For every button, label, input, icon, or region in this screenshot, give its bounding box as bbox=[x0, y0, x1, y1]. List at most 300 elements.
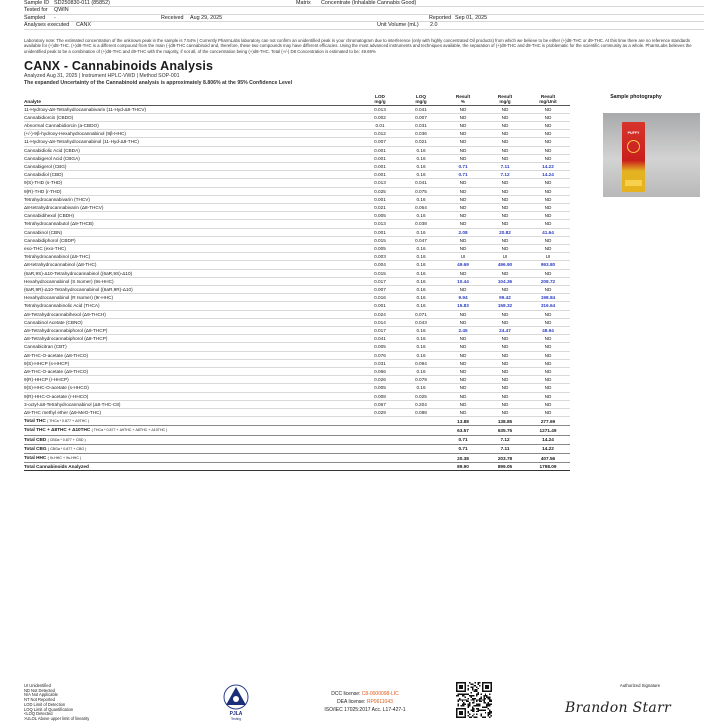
reported-label: Reported bbox=[429, 14, 452, 21]
cell-value: ND bbox=[442, 310, 484, 318]
cell-value: ND bbox=[484, 335, 526, 343]
legend-item: <LOQ Detected bbox=[24, 711, 53, 717]
cell-value: 0.005 bbox=[360, 384, 400, 392]
cell-value: 0.012 bbox=[360, 130, 400, 138]
table-row bbox=[24, 244, 570, 252]
table-row bbox=[24, 236, 570, 244]
cell-value: 198.84 bbox=[526, 294, 570, 302]
table-row bbox=[24, 228, 570, 236]
cell-value: ND bbox=[526, 392, 570, 400]
cell-value: 0.029 bbox=[360, 409, 400, 417]
cell-value: ND bbox=[484, 376, 526, 384]
table-row bbox=[24, 113, 570, 121]
analyte-name: 9(R)-HHC-O-acetate (r-HHCO) bbox=[24, 392, 360, 400]
table-header-row bbox=[24, 90, 570, 105]
cell-value: ND bbox=[526, 318, 570, 326]
analyte-name: Cannabidihexol (CBDH) bbox=[24, 212, 360, 220]
cell-value: ND bbox=[526, 187, 570, 195]
table-row bbox=[24, 285, 570, 293]
cell-value: ND bbox=[442, 409, 484, 417]
table-row bbox=[24, 343, 570, 351]
cell-value: ND bbox=[526, 376, 570, 384]
cell-value: 0.017 bbox=[360, 326, 400, 334]
cell-value: ND bbox=[442, 269, 484, 277]
cell-value: 0.076 bbox=[360, 351, 400, 359]
uncertainty-line: The expanded Uncertainty of the Cannabinoid analysis is approximately 8.806% at the 95% Confidence Level bbox=[24, 79, 293, 86]
cell-value: 0.16 bbox=[400, 244, 442, 252]
cell-value: 158.32 bbox=[484, 302, 526, 310]
total-row bbox=[24, 463, 570, 471]
analyte-name: Δ8-tetrahydrocannabinol (Δ8-THC) bbox=[24, 261, 360, 269]
laboratory-note: Laboratory note: The estimated concentration of the unknown peak in the sample is 7.54% | Currently PharmLabs laboratory can not confirm an unidentified peak in your chromatogram due to interference (only with highly concentrated Oil products) from which we believe to be either (+)d8-THC or d9-THC. At this time there are no reference standards available for (+)d8-THC. (+)d8-THC is a different compound from the main (-)d8-THC cannabinoid and, therefore, these two compounds may have different efficacies. Using the most advanced instruments and techniques available, the separation of (+)d8-THC and d9-THC is problematic for the scientific community as a whole. PharmLabs believes the unidentified peak to be a combination of (+)d8-THC and d9-THC with the majority, if not all, of the concentration being (+)d8-THC. Total (+/-) D8 Concentration is estimated to be: 49.69% bbox=[24, 38, 692, 54]
cell-value: 0.001 bbox=[360, 195, 400, 203]
pjla-sub: Testing bbox=[230, 717, 242, 721]
licenses bbox=[290, 690, 440, 714]
analyte-name: Tetrahydrocannabivarin (THCV) bbox=[24, 195, 360, 203]
cell-value: ND bbox=[484, 105, 526, 113]
cell-value: ND bbox=[442, 244, 484, 252]
header-row-4 bbox=[24, 22, 704, 29]
table-row bbox=[24, 146, 570, 154]
cell-value: 14.24 bbox=[526, 171, 570, 179]
analyte-name: 11-Hydroxy-Δ8-Tetrahydrocannabivarin (11-Hyd-Δ8-THCV) bbox=[24, 105, 360, 113]
table-row bbox=[24, 220, 570, 228]
cell-value: 0.16 bbox=[400, 154, 442, 162]
cell-value: 0.041 bbox=[360, 335, 400, 343]
cell-value: ND bbox=[526, 121, 570, 129]
analyte-name: Δ8-Tetrahydrocannabiphorol (Δ8-THCP) bbox=[24, 335, 360, 343]
cell-value: ND bbox=[442, 335, 484, 343]
cell-value: 0.16 bbox=[400, 343, 442, 351]
signature-heading: Authorized Signature bbox=[619, 683, 661, 688]
cell-value: ND bbox=[442, 376, 484, 384]
cell-value: ND bbox=[526, 269, 570, 277]
cell-value: 0.002 bbox=[360, 113, 400, 121]
table-row bbox=[24, 335, 570, 343]
cell-value: 0.008 bbox=[360, 392, 400, 400]
cell-value: ND bbox=[442, 212, 484, 220]
cell-value: 10.44 bbox=[442, 277, 484, 285]
cell-value: 0.16 bbox=[400, 302, 442, 310]
analyses: CANX bbox=[76, 22, 91, 29]
analyte-name: Tetrahydrocannabutol (Δ9-THCB) bbox=[24, 220, 360, 228]
unit-volume: 2.0 bbox=[430, 22, 438, 29]
table-row bbox=[24, 318, 570, 326]
cell-value: 0.16 bbox=[400, 195, 442, 203]
cell-value: ND bbox=[484, 392, 526, 400]
cell-value: 0.16 bbox=[400, 351, 442, 359]
cell-value: ND bbox=[526, 244, 570, 252]
cell-value: ND bbox=[484, 203, 526, 211]
cell-value: 0.007 bbox=[360, 285, 400, 293]
table-row bbox=[24, 154, 570, 162]
cell-value: ND bbox=[442, 236, 484, 244]
cell-value: 208.72 bbox=[526, 277, 570, 285]
cell-value: 104.36 bbox=[484, 277, 526, 285]
analyses-label: Analyses executed bbox=[24, 22, 70, 29]
cell-value: ND bbox=[484, 236, 526, 244]
analyte-name: Cannabigerol Acid (CBGA) bbox=[24, 154, 360, 162]
cell-value: ND bbox=[484, 384, 526, 392]
table-row bbox=[24, 121, 570, 129]
cell-value: 14.22 bbox=[526, 162, 570, 170]
cell-value: 0.021 bbox=[400, 138, 442, 146]
cell-value: 0.001 bbox=[360, 302, 400, 310]
cell-value: 0.024 bbox=[360, 310, 400, 318]
cell-value: ND bbox=[526, 179, 570, 187]
cell-value: 0.064 bbox=[400, 203, 442, 211]
authorized-signature: Brandon Starr bbox=[565, 700, 672, 716]
analyte-name: Hexahydrocannabinol (R Isomer) (9r-HHC) bbox=[24, 294, 360, 302]
cell-value: 993.80 bbox=[526, 261, 570, 269]
analyte-name: (6aR,9R)-Δ10-Tetrahydrocannabinol ((6aR,9R)-Δ10) bbox=[24, 285, 360, 293]
cell-value: 0.005 bbox=[360, 343, 400, 351]
total-value: 277.69 bbox=[526, 417, 570, 426]
cell-value: ND bbox=[526, 203, 570, 211]
abbreviation-legend bbox=[24, 684, 89, 722]
cell-value: ND bbox=[442, 343, 484, 351]
cell-value: ND bbox=[442, 351, 484, 359]
cell-value: 0.041 bbox=[400, 105, 442, 113]
analyte-name: Cannabinol (CBN) bbox=[24, 228, 360, 236]
cell-value: ND bbox=[442, 384, 484, 392]
cell-value: ND bbox=[484, 121, 526, 129]
cell-value: ND bbox=[526, 384, 570, 392]
legend-item: N/A Not Applicable bbox=[24, 692, 58, 698]
table-row bbox=[24, 130, 570, 138]
table-row bbox=[24, 187, 570, 195]
cell-value: ND bbox=[442, 368, 484, 376]
cell-value: ND bbox=[484, 130, 526, 138]
total-value bbox=[360, 444, 400, 453]
cell-value: 0.71 bbox=[442, 162, 484, 170]
cell-value: 0.014 bbox=[360, 318, 400, 326]
cell-value: 496.90 bbox=[484, 261, 526, 269]
cell-value: 0.013 bbox=[360, 220, 400, 228]
analyte-name: 9(S)-HHCP (s-HHCP) bbox=[24, 359, 360, 367]
cell-value: ND bbox=[526, 285, 570, 293]
analyte-name: Δ9-THC methyl ether (Δ9-MeO-THC) bbox=[24, 409, 360, 417]
table-row bbox=[24, 359, 570, 367]
analyte-name: exo-THC (exo-THC) bbox=[24, 244, 360, 252]
table-row bbox=[24, 326, 570, 334]
cell-value: 0.038 bbox=[400, 220, 442, 228]
cell-value: ND bbox=[526, 105, 570, 113]
cell-value: ND bbox=[484, 154, 526, 162]
cell-value: ND bbox=[484, 195, 526, 203]
legend-item: >ULOL Above upper limit of linearity bbox=[24, 715, 90, 721]
cell-value: 0.16 bbox=[400, 162, 442, 170]
analyte-name: Δ9-Tetrahydrocannabihexol (Δ9-THCH) bbox=[24, 310, 360, 318]
total-row bbox=[24, 454, 570, 463]
cell-value: 0.031 bbox=[360, 359, 400, 367]
cell-value: 0.001 bbox=[360, 162, 400, 170]
total-value bbox=[360, 463, 400, 471]
cell-value: ND bbox=[484, 310, 526, 318]
cell-value: 0.017 bbox=[360, 277, 400, 285]
table-row bbox=[24, 105, 570, 113]
cell-value: ND bbox=[442, 285, 484, 293]
cell-value: ND bbox=[526, 138, 570, 146]
total-value: 7.12 bbox=[484, 435, 526, 444]
total-row bbox=[24, 444, 570, 453]
cell-value: 0.015 bbox=[360, 236, 400, 244]
total-value: 7.11 bbox=[484, 444, 526, 453]
analyte-name: Cannabicitran (CBT) bbox=[24, 343, 360, 351]
cell-value: UI bbox=[526, 253, 570, 261]
sample-header bbox=[24, 0, 704, 30]
cell-value: 0.043 bbox=[400, 318, 442, 326]
table-row bbox=[24, 212, 570, 220]
header-row-2 bbox=[24, 7, 704, 14]
cell-value: ND bbox=[526, 130, 570, 138]
cell-value: 0.16 bbox=[400, 285, 442, 293]
cell-value: ND bbox=[526, 146, 570, 154]
analyte-name: Tetrahydrocannabinolic Acid (THCA) bbox=[24, 302, 360, 310]
cell-value: ND bbox=[442, 179, 484, 187]
analyzed-line: Analyzed Aug 31, 2025 | Instrument HPLC-VWD | Method SOP-001 bbox=[24, 73, 180, 79]
analyte-name: Cannabidiphorol (CBDP) bbox=[24, 236, 360, 244]
cell-value: ND bbox=[526, 310, 570, 318]
cell-value: 0.16 bbox=[400, 146, 442, 154]
cell-value: ND bbox=[442, 113, 484, 121]
cell-value: 2.08 bbox=[442, 228, 484, 236]
cell-value: ND bbox=[442, 400, 484, 408]
cell-value: ND bbox=[484, 351, 526, 359]
page-title: CANX - Cannabinoids Analysis bbox=[24, 59, 214, 73]
cell-value: 0.013 bbox=[360, 179, 400, 187]
cell-value: ND bbox=[442, 105, 484, 113]
cell-value: ND bbox=[526, 220, 570, 228]
cell-value: 0.16 bbox=[400, 294, 442, 302]
cell-value: UI bbox=[442, 253, 484, 261]
cell-value: ND bbox=[526, 400, 570, 408]
cell-value: ND bbox=[484, 285, 526, 293]
cell-value: 0.005 bbox=[360, 212, 400, 220]
total-label: Total HHC ( 9r-HHC + 9s-HHC ) bbox=[24, 454, 360, 463]
table-row bbox=[24, 392, 570, 400]
product-box bbox=[622, 122, 645, 192]
tested-for: QWIN bbox=[54, 7, 69, 14]
table-row bbox=[24, 253, 570, 261]
cannabinoid-results-table bbox=[24, 90, 570, 471]
cell-value: 0.01 bbox=[360, 121, 400, 129]
total-label: Total THC + Δ8THC + Δ10THC ( THCa * 0.877 + Δ9THC + Δ8THC + Δ10THC ) bbox=[24, 426, 360, 435]
analyte-name: Cannabidiolic Acid (CBDA) bbox=[24, 146, 360, 154]
cell-value: 49.69 bbox=[442, 261, 484, 269]
total-label: Total CBD ( CBDa * 0.877 + CBD ) bbox=[24, 435, 360, 444]
cell-value: ND bbox=[484, 244, 526, 252]
analyte-name: (6aR,9S)-Δ10-Tetrahydrocannabinol ((6aR,9S)-Δ10) bbox=[24, 269, 360, 277]
cell-value: 0.025 bbox=[360, 187, 400, 195]
header-row-1 bbox=[24, 0, 704, 7]
cell-value: ND bbox=[484, 368, 526, 376]
cell-value: 0.16 bbox=[400, 335, 442, 343]
analyte-name: Δ9-THC-O-acetate (Δ9-THCO) bbox=[24, 368, 360, 376]
cell-value: 0.003 bbox=[360, 253, 400, 261]
table-row bbox=[24, 400, 570, 408]
analyte-name: (+/-)-9β-hydroxy-Hexahydrocannabinol (9β-HHC) bbox=[24, 130, 360, 138]
table-row bbox=[24, 368, 570, 376]
cell-value: 41.64 bbox=[526, 228, 570, 236]
total-label: Total CBG ( CBGa * 0.877 + CBG ) bbox=[24, 444, 360, 453]
cell-value: 48.94 bbox=[526, 326, 570, 334]
col-lod: LOD mg/g bbox=[360, 90, 400, 105]
cell-value: 0.16 bbox=[400, 212, 442, 220]
cell-value: 0.013 bbox=[360, 105, 400, 113]
analyte-name: Δ8-THC-O-acetate (Δ8-THCO) bbox=[24, 351, 360, 359]
cell-value: 0.021 bbox=[360, 203, 400, 211]
analyte-name: 9(S)-HHC-O-acetate (s-HHCO) bbox=[24, 384, 360, 392]
cell-value: 0.031 bbox=[400, 121, 442, 129]
cell-value: 2.45 bbox=[442, 326, 484, 334]
legend-item: LOQ Limit of Quantification bbox=[24, 706, 74, 712]
cell-value: 0.001 bbox=[360, 171, 400, 179]
cell-value: 0.16 bbox=[400, 171, 442, 179]
total-row bbox=[24, 435, 570, 444]
cell-value: ND bbox=[484, 179, 526, 187]
analyte-name: 9(R)-THD (r-THD) bbox=[24, 187, 360, 195]
table-row bbox=[24, 277, 570, 285]
cell-value: 0.16 bbox=[400, 384, 442, 392]
cell-value: ND bbox=[526, 343, 570, 351]
table-row bbox=[24, 310, 570, 318]
col-loq: LOQ mg/g bbox=[400, 90, 442, 105]
cell-value: ND bbox=[484, 212, 526, 220]
cell-value: 20.82 bbox=[484, 228, 526, 236]
cell-value: ND bbox=[442, 318, 484, 326]
sample-photo-heading: Sample photography bbox=[610, 94, 662, 100]
cell-value: 15.83 bbox=[442, 302, 484, 310]
cell-value: 0.16 bbox=[400, 228, 442, 236]
product-label: PUFFY bbox=[627, 131, 640, 135]
cell-value: 0.088 bbox=[400, 409, 442, 417]
cell-value: ND bbox=[442, 121, 484, 129]
total-value bbox=[400, 417, 442, 426]
cell-value: ND bbox=[526, 195, 570, 203]
cell-value: ND bbox=[526, 113, 570, 121]
cell-value: 99.42 bbox=[484, 294, 526, 302]
cell-value: ND bbox=[526, 335, 570, 343]
analysis-meta bbox=[24, 73, 292, 87]
cell-value: ND bbox=[526, 236, 570, 244]
total-value: 1798.09 bbox=[526, 463, 570, 471]
sample-id: SD250830-011 (85852) bbox=[54, 0, 110, 6]
table-row bbox=[24, 171, 570, 179]
total-value: 14.24 bbox=[526, 435, 570, 444]
total-value bbox=[400, 454, 442, 463]
total-value: 1271.49 bbox=[526, 426, 570, 435]
analyte-name: Δ9-Tetrahydrocannabiphorol (Δ9-THCP) bbox=[24, 326, 360, 334]
analyte-name: 9(S)-THD (s-THD) bbox=[24, 179, 360, 187]
cell-value: 0.036 bbox=[400, 130, 442, 138]
analyte-name: Abnormal Cannabidiorcin (a-CBDO) bbox=[24, 121, 360, 129]
cell-value: ND bbox=[442, 187, 484, 195]
analyte-name: Cannabidiol (CBD) bbox=[24, 171, 360, 179]
cell-value: 0.079 bbox=[400, 376, 442, 384]
cell-value: 0.016 bbox=[360, 294, 400, 302]
qr-code[interactable] bbox=[456, 682, 492, 718]
pjla-accreditation-logo bbox=[214, 682, 258, 722]
cell-value: 316.64 bbox=[526, 302, 570, 310]
analyte-name: 3-octyl-Δ8-Tetrahydrocannabinol (Δ8-THC-C8) bbox=[24, 400, 360, 408]
cell-value: 0.16 bbox=[400, 253, 442, 261]
total-value bbox=[360, 417, 400, 426]
dcc-license: DCC license: C8-0000098-LIC bbox=[331, 691, 399, 697]
cell-value: ND bbox=[442, 359, 484, 367]
table-row bbox=[24, 162, 570, 170]
iso-accreditation: ISO/IEC 17025:2017 Acc. L17-427-1 bbox=[324, 707, 406, 713]
legend-item: UI Unidentified bbox=[24, 683, 51, 688]
matrix-label: Matrix bbox=[296, 0, 311, 6]
total-value: 407.56 bbox=[526, 454, 570, 463]
sampled: - bbox=[54, 14, 56, 21]
cell-value: UI bbox=[484, 253, 526, 261]
cell-value: ND bbox=[442, 146, 484, 154]
cell-value: 0.004 bbox=[360, 261, 400, 269]
table-body bbox=[24, 105, 570, 471]
cell-value: 0.067 bbox=[360, 400, 400, 408]
analyte-name: Cannabinol Acetate (CBNO) bbox=[24, 318, 360, 326]
total-value: 899.05 bbox=[484, 463, 526, 471]
cell-value: 0.071 bbox=[400, 310, 442, 318]
total-value: 14.22 bbox=[526, 444, 570, 453]
matrix: Concentrate (Inhalable Cannabis Good) bbox=[321, 0, 417, 6]
cell-value: 0.041 bbox=[400, 179, 442, 187]
cell-value: 0.007 bbox=[400, 113, 442, 121]
analyte-name: Hexahydrocannabinol (S Isomer) (9s-HHC) bbox=[24, 277, 360, 285]
cell-value: ND bbox=[484, 146, 526, 154]
cell-value: 0.71 bbox=[442, 171, 484, 179]
cell-value: 0.094 bbox=[400, 359, 442, 367]
sample-photo bbox=[603, 113, 700, 197]
total-label: Total THC ( THCa * 0.877 + Δ9THC ) bbox=[24, 417, 360, 426]
received: Aug 29, 2025 bbox=[190, 14, 223, 21]
col-result-mgunit: Result mg/Unit bbox=[526, 90, 570, 105]
cell-value: ND bbox=[484, 359, 526, 367]
analyte-name: Cannabidiorcin (CBDO) bbox=[24, 113, 360, 121]
legend-item: LOD Limit of Detection bbox=[24, 701, 66, 707]
cell-value: 0.16 bbox=[400, 261, 442, 269]
legend-item: NT Not Reported bbox=[24, 697, 55, 703]
table-row bbox=[24, 269, 570, 277]
total-value: 63.57 bbox=[442, 426, 484, 435]
total-row bbox=[24, 426, 570, 435]
cell-value: 0.001 bbox=[360, 146, 400, 154]
cell-value: 0.001 bbox=[360, 154, 400, 162]
cell-value: ND bbox=[442, 195, 484, 203]
table-row bbox=[24, 376, 570, 384]
table-row bbox=[24, 195, 570, 203]
table-row bbox=[24, 179, 570, 187]
table-row bbox=[24, 203, 570, 211]
total-value: 138.85 bbox=[484, 417, 526, 426]
cell-value: 0.16 bbox=[400, 326, 442, 334]
cell-value: ND bbox=[442, 392, 484, 400]
cell-value: ND bbox=[526, 154, 570, 162]
cell-value: 0.066 bbox=[360, 368, 400, 376]
total-value: 203.78 bbox=[484, 454, 526, 463]
cell-value: 0.026 bbox=[360, 376, 400, 384]
table-row bbox=[24, 351, 570, 359]
tested-for-label: Tested for bbox=[24, 7, 48, 14]
col-result-pct: Result % bbox=[442, 90, 484, 105]
cell-value: 0.16 bbox=[400, 269, 442, 277]
total-row bbox=[24, 417, 570, 426]
cell-value: ND bbox=[442, 154, 484, 162]
table-row bbox=[24, 138, 570, 146]
total-value bbox=[400, 435, 442, 444]
